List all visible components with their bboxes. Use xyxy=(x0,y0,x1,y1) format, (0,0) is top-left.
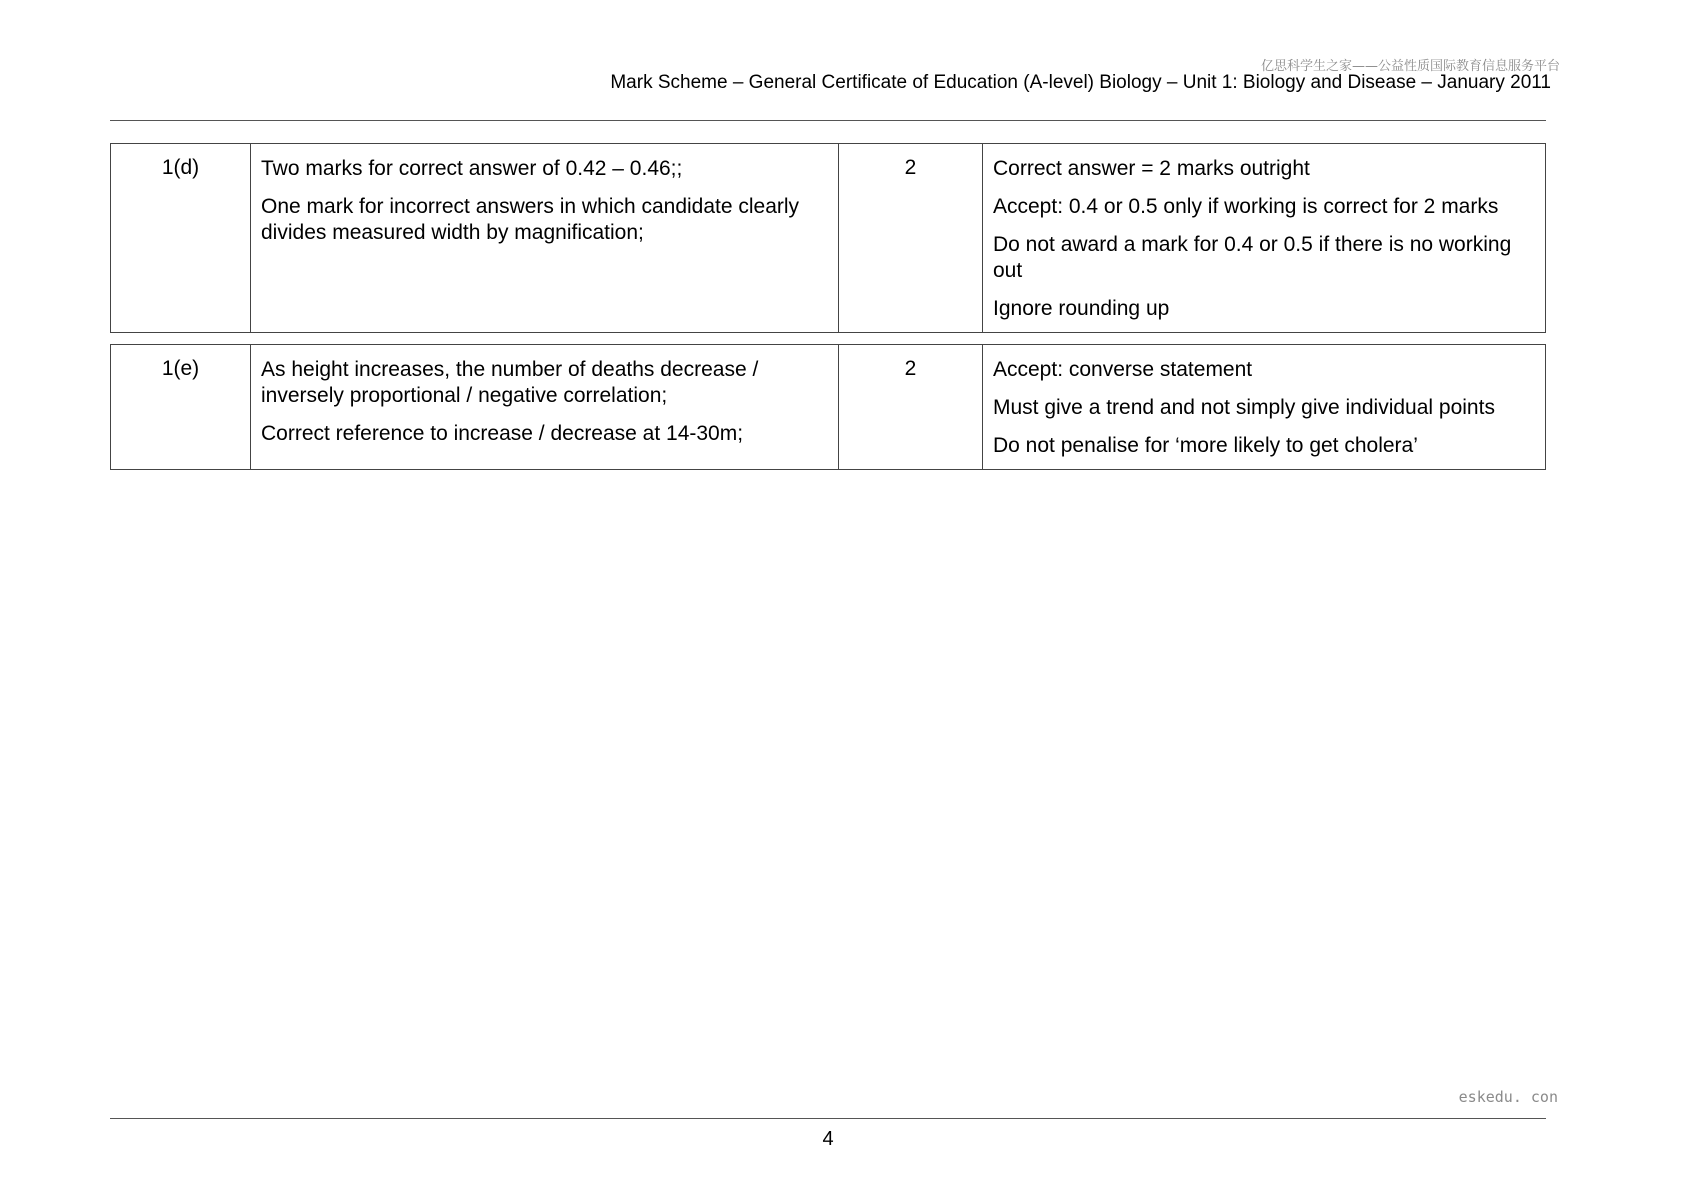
question-number: 1(e) xyxy=(111,345,251,470)
question-number: 1(d) xyxy=(111,144,251,333)
mark-scheme-row-1e xyxy=(110,344,1546,470)
answer-cell xyxy=(251,345,839,470)
comment-line: Must give a trend and not simply give individual points xyxy=(993,396,1495,419)
comments-cell xyxy=(983,144,1546,333)
marks-cell: 2 xyxy=(839,144,983,333)
marks-cell: 2 xyxy=(839,345,983,470)
table-row xyxy=(111,144,1546,333)
mark-scheme-row-1d xyxy=(110,143,1546,333)
answer-cell xyxy=(251,144,839,333)
footer-watermark: eskedu. con xyxy=(1458,1088,1558,1106)
comment-line: Do not award a mark for 0.4 or 0.5 if there is no working out xyxy=(993,233,1512,282)
comment-line: Do not penalise for ‘more likely to get cholera’ xyxy=(993,434,1418,457)
comment-line: Accept: converse statement xyxy=(993,358,1253,381)
answer-line: One mark for incorrect answers in which candidate clearly divides measured width by magnification; xyxy=(261,195,800,244)
page-header-title: Mark Scheme – General Certificate of Education (A-level) Biology – Unit 1: Biology and Disease – January 2011 xyxy=(610,72,1551,93)
comment-line: Correct answer = 2 marks outright xyxy=(993,157,1310,180)
comment-line: Ignore rounding up xyxy=(993,297,1170,320)
header-watermark: 亿思科学生之家——公益性质国际教育信息服务平台 xyxy=(1260,59,1560,74)
answer-line: Correct reference to increase / decrease at 14-30m; xyxy=(261,422,744,445)
comments-cell xyxy=(983,345,1546,470)
footer-divider xyxy=(110,1118,1546,1119)
page-number: 4 xyxy=(822,1128,834,1150)
header-divider xyxy=(110,120,1546,121)
answer-line: Two marks for correct answer of 0.42 – 0.46;; xyxy=(261,157,683,180)
answer-line: As height increases, the number of deaths decrease / inversely proportional / negative correlation; xyxy=(261,358,759,407)
table-row xyxy=(111,345,1546,470)
comment-line: Accept: 0.4 or 0.5 only if working is correct for 2 marks xyxy=(993,195,1499,218)
